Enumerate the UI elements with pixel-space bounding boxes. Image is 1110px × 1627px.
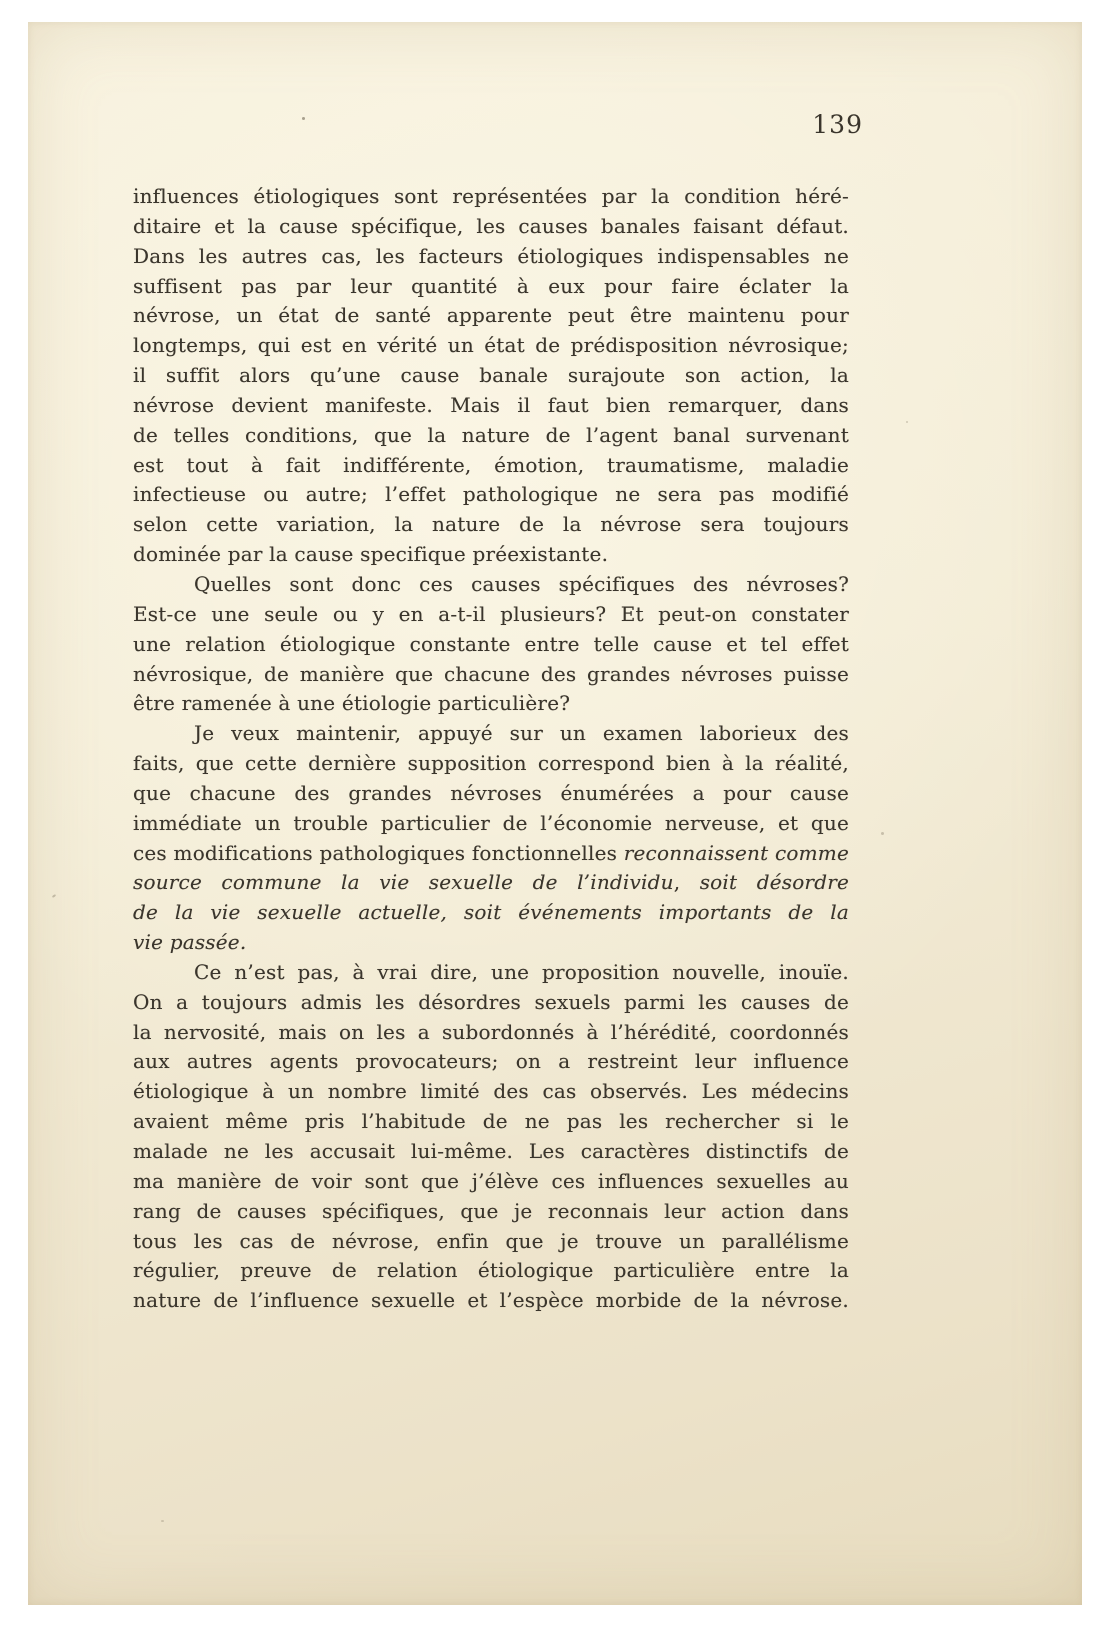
text-line: de la vie sexuelle actuelle, soit événements importants de la [133, 900, 849, 925]
text-line: suffisent pas par leur quantité à eux pour faire éclater la [133, 273, 849, 298]
paragraph [133, 719, 849, 958]
text-line: tous les cas de névrose, enfin que je trouve un parallélisme [133, 1228, 849, 1253]
text-line: étiologique à un nombre limité des cas observés. Les médecins [133, 1079, 849, 1104]
paragraph [133, 182, 849, 570]
page-number: 139 [812, 110, 863, 139]
text-line: de telles conditions, que la nature de l’agent banal survenant [133, 422, 849, 447]
text-line: vie passée. [133, 930, 247, 955]
text-line: névrose, un état de santé apparente peut être maintenu pour [133, 303, 849, 328]
text-line: faits, que cette dernière supposition correspond bien à la réalité, [133, 751, 849, 776]
text-line: influences étiologiques sont représentées par la condition héré- [133, 184, 849, 208]
text-line: ma manière de voir sont que j’élève ces influences sexuelles au [133, 1168, 849, 1193]
text-line: Quelles sont donc ces causes spécifiques des névroses? [194, 571, 849, 596]
text-line: aux autres agents provocateurs; on a restreint leur influence [133, 1049, 849, 1074]
paragraph [133, 958, 849, 1316]
text-line: ditaire et la cause spécifique, les causes banales faisant défaut. [133, 213, 849, 238]
text-line: rang de causes spécifiques, que je reconnais leur action dans [133, 1198, 849, 1223]
text-line: avaient même pris l’habitude de ne pas les rechercher si le [133, 1109, 849, 1134]
text-line: infectieuse ou autre; l’effet pathologique ne sera pas modifié [133, 482, 849, 507]
scan-speck [302, 117, 305, 120]
text-line: névrose devient manifeste. Mais il faut bien remarquer, dans [133, 392, 849, 417]
text-line: selon cette variation, la nature de la névrose sera toujours [133, 512, 849, 537]
text-line: que chacune des grandes névroses énumérées a pour cause [133, 780, 849, 805]
scan-speck [161, 1520, 164, 1522]
text-line: longtemps, qui est en vérité un état de prédisposition névrosique; [133, 333, 849, 358]
text-line: malade ne les accusait lui-même. Les caractères distinctifs de [133, 1139, 849, 1163]
text-line: Je veux maintenir, appuyé sur un examen laborieux des [194, 721, 849, 746]
text-line: Ce n’est pas, à vrai dire, une proposition nouvelle, inouïe. [194, 959, 849, 984]
text-line: est tout à fait indifférente, émotion, traumatisme, maladie [133, 452, 849, 477]
text-line: Est-ce une seule ou y en a-t-il plusieurs? Et peut-on constater [133, 601, 849, 626]
text-block [133, 182, 849, 1316]
text-line: immédiate un trouble particulier de l’économie nerveuse, et que [133, 810, 849, 835]
text-line: être ramenée à une étiologie particulière? [133, 691, 571, 716]
text-line: une relation étiologique constante entre telle cause et tel effet [133, 631, 849, 656]
scan-speck [52, 894, 56, 898]
text-line: il suffit alors qu’une cause banale surajoute son action, la [133, 363, 849, 388]
scan-speck [881, 832, 884, 835]
text-line: régulier, preuve de relation étiologique particulière entre la [133, 1258, 849, 1283]
text-line: ces modifications pathologiques fonctionnelles reconnaissent comme [133, 840, 849, 865]
text-line: la nervosité, mais on les a subordonnés à l’hérédité, coordonnés [133, 1019, 849, 1044]
text-line: nature de l’influence sexuelle et l’espèce morbide de la névrose. [133, 1288, 849, 1313]
text-line: source commune la vie sexuelle de l’individu, soit désordre [133, 870, 849, 895]
paper-sheet [28, 22, 1082, 1605]
text-line: dominée par la cause specifique préexistante. [133, 542, 609, 567]
scan-speck [906, 421, 908, 423]
text-line: Dans les autres cas, les facteurs étiologiques indispensables ne [133, 243, 849, 268]
paragraph [133, 570, 849, 719]
text-line: névrosique, de manière que chacune des grandes névroses puisse [133, 661, 849, 686]
text-line: On a toujours admis les désordres sexuels parmi les causes de [133, 989, 849, 1014]
